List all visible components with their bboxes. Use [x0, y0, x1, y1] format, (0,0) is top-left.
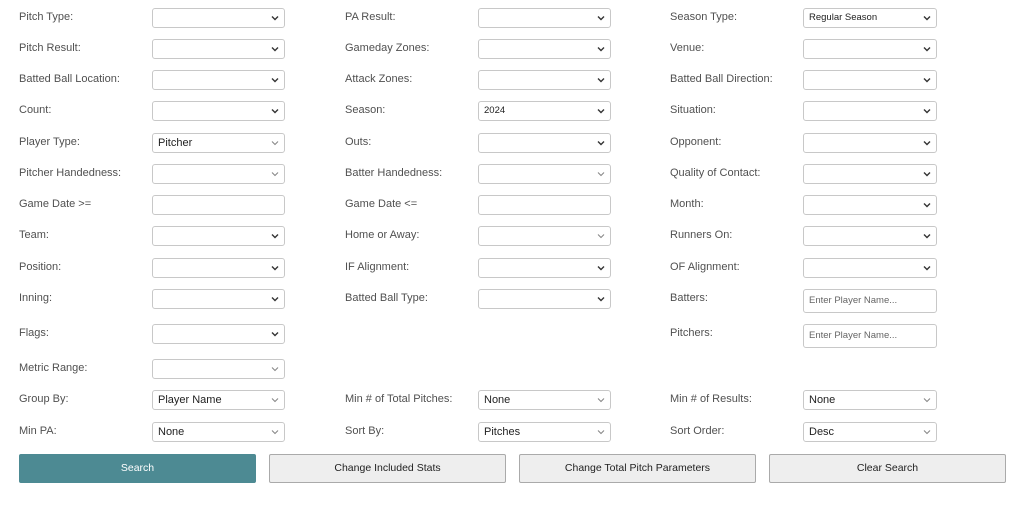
player-type-select[interactable]: Pitcher — [152, 133, 285, 153]
pa-result-select[interactable] — [478, 8, 611, 28]
batters-input[interactable]: Enter Player Name... — [803, 289, 937, 313]
pitchers-input[interactable]: Enter Player Name... — [803, 324, 937, 348]
home-or-away-select[interactable] — [478, 226, 611, 246]
team-select[interactable] — [152, 226, 285, 246]
situation-label: Situation: — [670, 104, 716, 116]
chevron-down-icon — [596, 395, 606, 405]
pitcher-handedness-select[interactable] — [152, 164, 285, 184]
chevron-down-icon — [596, 44, 606, 54]
month-select[interactable] — [803, 195, 937, 215]
pa-result-label: PA Result: — [345, 11, 396, 23]
pitchers-label: Pitchers: — [670, 327, 713, 339]
season-select[interactable]: 2024 — [478, 101, 611, 121]
if-alignment-select[interactable] — [478, 258, 611, 278]
chevron-down-icon — [922, 75, 932, 85]
gameday-zones-label: Gameday Zones: — [345, 42, 430, 54]
chevron-down-icon — [922, 231, 932, 241]
opponent-label: Opponent: — [670, 136, 722, 148]
chevron-down-icon — [596, 75, 606, 85]
chevron-down-icon — [270, 138, 280, 148]
chevron-down-icon — [270, 106, 280, 116]
game-date-gte-input[interactable] — [152, 195, 285, 215]
season-label: Season: — [345, 104, 386, 116]
min-results-label: Min # of Results: — [670, 393, 752, 405]
chevron-down-icon — [922, 427, 932, 437]
min-pa-label: Min PA: — [19, 425, 57, 437]
min-pa-select[interactable]: None — [152, 422, 285, 442]
chevron-down-icon — [270, 294, 280, 304]
chevron-down-icon — [922, 13, 932, 23]
runners-on-label: Runners On: — [670, 229, 733, 241]
chevron-down-icon — [596, 263, 606, 273]
attack-zones-label: Attack Zones: — [345, 73, 413, 85]
change-total-pitch-parameters-button[interactable]: Change Total Pitch Parameters — [519, 454, 756, 483]
season-type-select[interactable]: Regular Season — [803, 8, 937, 28]
outs-label: Outs: — [345, 136, 372, 148]
quality-of-contact-label: Quality of Contact: — [670, 167, 761, 179]
batted-ball-type-label: Batted Ball Type: — [345, 292, 428, 304]
chevron-down-icon — [922, 200, 932, 210]
quality-of-contact-select[interactable] — [803, 164, 937, 184]
chevron-down-icon — [922, 138, 932, 148]
game-date-gte-label: Game Date >= — [19, 198, 92, 210]
chevron-down-icon — [596, 231, 606, 241]
pitch-type-select[interactable] — [152, 8, 285, 28]
sort-order-select[interactable]: Desc — [803, 422, 937, 442]
month-label: Month: — [670, 198, 704, 210]
chevron-down-icon — [270, 329, 280, 339]
clear-search-button[interactable]: Clear Search — [769, 454, 1006, 483]
batted-ball-direction-label: Batted Ball Direction: — [670, 73, 773, 85]
chevron-down-icon — [596, 138, 606, 148]
player-type-label: Player Type: — [19, 136, 80, 148]
inning-label: Inning: — [19, 292, 53, 304]
chevron-down-icon — [922, 106, 932, 116]
min-total-pitches-label: Min # of Total Pitches: — [345, 393, 453, 405]
game-date-lte-input[interactable] — [478, 195, 611, 215]
if-alignment-label: IF Alignment: — [345, 261, 410, 273]
pitch-result-select[interactable] — [152, 39, 285, 59]
chevron-down-icon — [270, 263, 280, 273]
chevron-down-icon — [270, 427, 280, 437]
chevron-down-icon — [922, 263, 932, 273]
home-or-away-label: Home or Away: — [345, 229, 420, 241]
pitcher-handedness-label: Pitcher Handedness: — [19, 167, 122, 179]
opponent-select[interactable] — [803, 133, 937, 153]
batted-ball-type-select[interactable] — [478, 289, 611, 309]
group-by-label: Group By: — [19, 393, 69, 405]
search-button[interactable]: Search — [19, 454, 256, 483]
group-by-select[interactable]: Player Name — [152, 390, 285, 410]
chevron-down-icon — [596, 13, 606, 23]
pitch-result-label: Pitch Result: — [19, 42, 81, 54]
chevron-down-icon — [270, 364, 280, 374]
count-label: Count: — [19, 104, 52, 116]
season-type-label: Season Type: — [670, 11, 738, 23]
batted-ball-location-select[interactable] — [152, 70, 285, 90]
chevron-down-icon — [922, 169, 932, 179]
position-label: Position: — [19, 261, 62, 273]
flags-select[interactable] — [152, 324, 285, 344]
chevron-down-icon — [270, 75, 280, 85]
batter-handedness-select[interactable] — [478, 164, 611, 184]
game-date-lte-label: Game Date <= — [345, 198, 418, 210]
of-alignment-select[interactable] — [803, 258, 937, 278]
venue-label: Venue: — [670, 42, 705, 54]
chevron-down-icon — [270, 169, 280, 179]
chevron-down-icon — [596, 427, 606, 437]
sort-by-label: Sort By: — [345, 425, 385, 437]
outs-select[interactable] — [478, 133, 611, 153]
min-total-pitches-select[interactable]: None — [478, 390, 611, 410]
chevron-down-icon — [596, 106, 606, 116]
gameday-zones-select[interactable] — [478, 39, 611, 59]
attack-zones-select[interactable] — [478, 70, 611, 90]
metric-range-select[interactable] — [152, 359, 285, 379]
pitch-type-label: Pitch Type: — [19, 11, 74, 23]
inning-select[interactable] — [152, 289, 285, 309]
chevron-down-icon — [922, 44, 932, 54]
chevron-down-icon — [922, 395, 932, 405]
venue-select[interactable] — [803, 39, 937, 59]
batters-label: Batters: — [670, 292, 708, 304]
runners-on-select[interactable] — [803, 226, 937, 246]
count-select[interactable] — [152, 101, 285, 121]
chevron-down-icon — [270, 231, 280, 241]
flags-label: Flags: — [19, 327, 49, 339]
team-label: Team: — [19, 229, 49, 241]
position-select[interactable] — [152, 258, 285, 278]
batted-ball-direction-select[interactable] — [803, 70, 937, 90]
min-results-select[interactable]: None — [803, 390, 937, 410]
batter-handedness-label: Batter Handedness: — [345, 167, 443, 179]
sort-by-select[interactable]: Pitches — [478, 422, 611, 442]
sort-order-label: Sort Order: — [670, 425, 725, 437]
chevron-down-icon — [270, 44, 280, 54]
situation-select[interactable] — [803, 101, 937, 121]
chevron-down-icon — [270, 395, 280, 405]
metric-range-label: Metric Range: — [19, 362, 88, 374]
chevron-down-icon — [270, 13, 280, 23]
change-included-stats-button[interactable]: Change Included Stats — [269, 454, 506, 483]
batted-ball-location-label: Batted Ball Location: — [19, 73, 120, 85]
chevron-down-icon — [596, 169, 606, 179]
of-alignment-label: OF Alignment: — [670, 261, 740, 273]
chevron-down-icon — [596, 294, 606, 304]
